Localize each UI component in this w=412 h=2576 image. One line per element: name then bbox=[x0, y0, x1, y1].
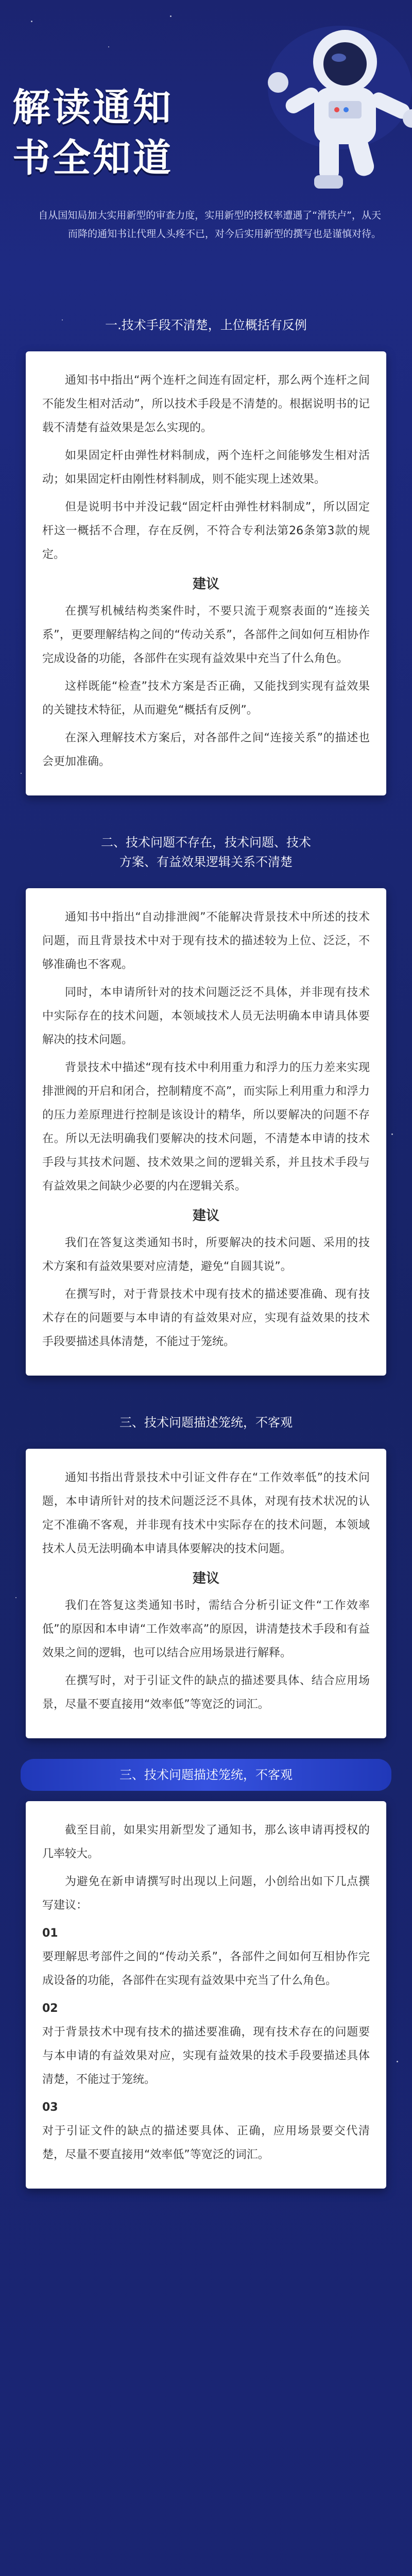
paragraph: 在撰写时，对于背景技术中现有技术的描述要准确、现有技术存在的问题要与本申请的有益效果对应，实现有益效果的技术手段要描述具体清楚，不能过于笼统。 bbox=[42, 1288, 370, 1348]
tip-number: 02 bbox=[42, 2002, 58, 2015]
paragraph: 我们在答复这类通知书时，所要解决的技术问题、采用的技术方案和有益效果要对应清楚，避免“自圆其说”。 bbox=[42, 1236, 370, 1273]
tip-text: 对于引证文件的缺点的描述要具体、正确，应用场景要交代清楚，尽量不要直接用“效率低”等宽泛的词汇。 bbox=[42, 2125, 370, 2161]
paragraph: 通知书中指出“两个连杆之间连有固定杆，那么两个连杆之间不能发生相对活动”，所以技术手段是不清楚的。根据说明书的记载不清楚有益效果是怎么实现的。 bbox=[42, 374, 370, 434]
section-3-card bbox=[26, 1449, 386, 1738]
paragraph: 在撰写时，对于引证文件的缺点的描述要具体、结合应用场景，尽量不要直接用“效率低”等宽泛的词汇。 bbox=[42, 1674, 370, 1711]
paragraph: 但是说明书中并没记载“固定杆由弹性材料制成”，所以固定杆这一概括不合理，存在反例，不符合专利法第26条第3款的规定。 bbox=[42, 501, 370, 561]
suggestion-heading: 建议 bbox=[192, 1571, 219, 1586]
tip-text: 对于背景技术中现有技术的描述要准确，现有技术存在的问题要与本申请的有益效果对应，实现有益效果的技术手段要描述具体清楚，不能过于笼统。 bbox=[42, 2026, 370, 2086]
title-line-1: 解读通知 bbox=[12, 86, 173, 130]
paragraph: 在撰写机械结构类案件时，不要只流于观察表面的“连接关系”，更要理解结构之间的“传动关系”，各部件之间如何互相协作完成设备的功能，各部件在实现有益效果中充当了什么角色。 bbox=[42, 605, 370, 665]
section-4-heading: 三、技术问题描述笼统，不客观 bbox=[21, 1759, 391, 1791]
section-2-heading: 二、技术问题不存在，技术问题、技术 方案、有益效果逻辑关系不清楚 bbox=[101, 835, 311, 869]
paragraph: 通知书中指出“自动排泄阀”不能解决背景技术中所述的技术问题，而且背景技术中对于现有技术的描述较为上位、泛泛，不够准确也不客观。 bbox=[42, 911, 370, 971]
paragraph: 在深入理解技术方案后，对各部件之间“连接关系”的描述也会更加准确。 bbox=[42, 732, 370, 768]
section-2-card bbox=[26, 888, 386, 1376]
suggestion-heading: 建议 bbox=[192, 1208, 219, 1224]
page-title bbox=[12, 82, 173, 183]
tip-number: 03 bbox=[42, 2101, 58, 2114]
section-1-heading: 一.技术手段不清楚，上位概括有反例 bbox=[105, 318, 307, 332]
paragraph: 截至目前，如果实用新型发了通知书，那么该申请再授权的几率较大。 bbox=[42, 1824, 370, 1860]
section-3-heading: 三、技术问题描述笼统，不客观 bbox=[119, 1415, 293, 1430]
header bbox=[0, 0, 412, 309]
title-line-2: 书全知道 bbox=[12, 136, 173, 180]
intro-text: 自从国知局加大实用新型的审查力度，实用新型的授权率遭遇了“滑铁卢”，从天而降的通知书让代理人头疼不已，对今后实用新型的撰写也是谨慎对待。 bbox=[38, 210, 381, 240]
tip-text: 要理解思考部件之间的“传动关系”，各部件之间如何互相协作完成设备的功能，各部件在实现有益效果中充当了什么角色。 bbox=[42, 1951, 370, 1987]
paragraph: 如果固定杆由弹性材料制成，两个连杆之间能够发生相对活动；如果固定杆由刚性材料制成，则不能实现上述效果。 bbox=[42, 449, 370, 486]
section-4-card bbox=[26, 1801, 386, 2189]
suggestion-heading: 建议 bbox=[192, 577, 219, 592]
astronaut-illustration bbox=[237, 0, 412, 196]
paragraph: 为避免在新申请撰写时出现以上问题，小创给出如下几点撰写建议： bbox=[42, 1875, 370, 1912]
tip-number: 01 bbox=[42, 1927, 58, 1940]
paragraph: 通知书指出背景技术中引证文件存在“工作效率低”的技术问题，本申请所针对的技术问题泛泛不具体，对现有技术状况的认定不准确不客观，并非现有技术中实际存在的技术问题，本领域技术人员无法明确本申请具体要解决的技术问题。 bbox=[42, 1471, 370, 1555]
paragraph: 我们在答复这类通知书时，需结合分析引证文件“工作效率低”的原因和本申请“工作效率高”的原因，讲清楚技术手段和有益效果之间的逻辑，也可以结合应用场景进行解释。 bbox=[42, 1599, 370, 1659]
section-1-card bbox=[26, 351, 386, 795]
paragraph: 同时，本申请所针对的技术问题泛泛不具体，并非现有技术中实际存在的技术问题，本领域技术人员无法明确本申请具体要解决的技术问题。 bbox=[42, 986, 370, 1046]
paragraph: 这样既能“检查”技术方案是否正确，又能找到实现有益效果的关键技术特征，从而避免“概括有反例”。 bbox=[42, 680, 370, 717]
paragraph: 背景技术中描述“现有技术中利用重力和浮力的压力差来实现排泄阀的开启和闭合，控制精度不高”，而实际上利用重力和浮力的压力差原理进行控制是该设计的精华，所以要解决的问题不存在。所以无法明确我们要解决的技术问题，不清楚本申请的技术手段与其技术问题、技术效果之间的逻辑关系，并且技术手段与有益效果之间缺少必要的内在逻辑关系。 bbox=[42, 1061, 370, 1193]
